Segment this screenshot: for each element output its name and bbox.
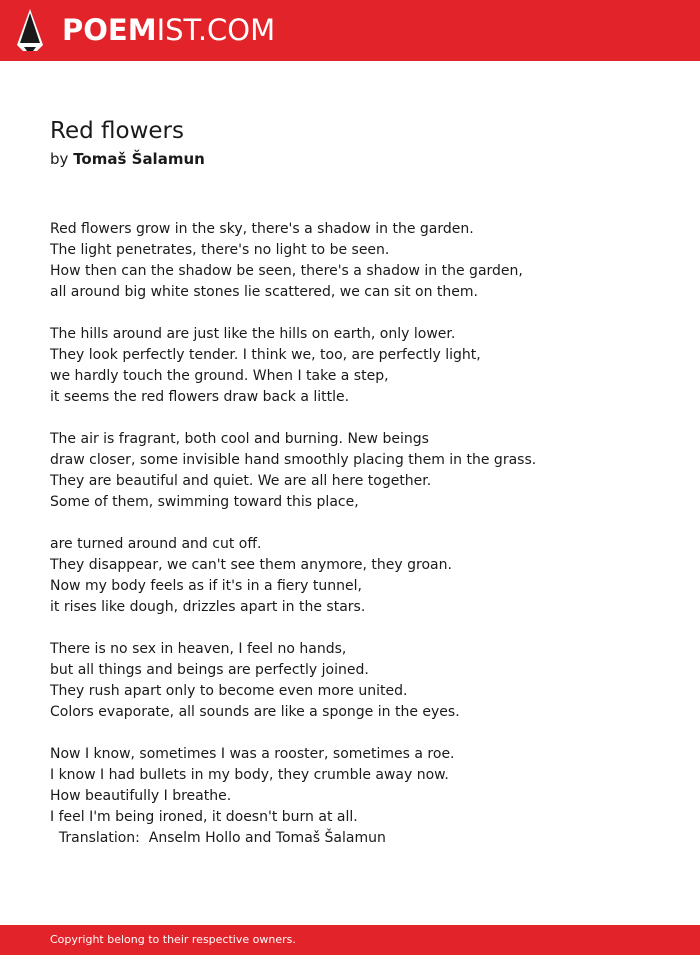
poem-line: I feel I'm being ironed, it doesn't burn at all. bbox=[50, 809, 358, 825]
poem-line: There is no sex in heaven, I feel no hands, bbox=[50, 641, 347, 657]
poem-line: They rush apart only to become even more united. bbox=[50, 683, 408, 699]
poem-line: Colors evaporate, all sounds are like a sponge in the eyes. bbox=[50, 704, 460, 720]
stanza bbox=[50, 219, 670, 303]
poem-line: They disappear, we can't see them anymore, they groan. bbox=[50, 557, 452, 573]
pencil-icon[interactable] bbox=[17, 9, 43, 51]
poem-line: How then can the shadow be seen, there's a shadow in the garden, bbox=[50, 263, 523, 279]
poem-line: The hills around are just like the hills on earth, only lower. bbox=[50, 326, 456, 342]
poem-line: They look perfectly tender. I think we, too, are perfectly light, bbox=[50, 347, 481, 363]
poem-line: Now my body feels as if it's in a fiery tunnel, bbox=[50, 578, 362, 594]
poem-line: it rises like dough, drizzles apart in the stars. bbox=[50, 599, 366, 615]
poem-line: it seems the red flowers draw back a little. bbox=[50, 389, 350, 405]
translation-credit: Translation: Anselm Hollo and Tomaš Šalamun bbox=[50, 830, 386, 846]
stanza bbox=[50, 534, 670, 618]
poem-line: The air is fragrant, both cool and burning. New beings bbox=[50, 431, 429, 447]
poem-line: draw closer, some invisible hand smoothly placing them in the grass. bbox=[50, 452, 537, 468]
stanza bbox=[50, 429, 670, 513]
poem-line: Red flowers grow in the sky, there's a shadow in the garden. bbox=[50, 221, 474, 237]
poem-author[interactable]: Tomaš Šalamun bbox=[73, 150, 205, 168]
site-header bbox=[0, 0, 700, 61]
stanza bbox=[50, 639, 670, 723]
poem-line: we hardly touch the ground. When I take a step, bbox=[50, 368, 389, 384]
poem-body bbox=[50, 219, 670, 849]
poem-title: Red flowers bbox=[50, 118, 184, 144]
poem-line: Some of them, swimming toward this place, bbox=[50, 494, 359, 510]
poem-line: The light penetrates, there's no light to be seen. bbox=[50, 242, 390, 258]
poem-line: How beautifully I breathe. bbox=[50, 788, 232, 804]
poem-line: They are beautiful and quiet. We are all here together. bbox=[50, 473, 432, 489]
stanza bbox=[50, 324, 670, 408]
poem-line: I know I had bullets in my body, they crumble away now. bbox=[50, 767, 449, 783]
poem-line: Now I know, sometimes I was a rooster, sometimes a roe. bbox=[50, 746, 455, 762]
poem-line: all around big white stones lie scattered, we can sit on them. bbox=[50, 284, 478, 300]
copyright-notice: Copyright belong to their respective owners. bbox=[50, 933, 296, 946]
site-footer bbox=[0, 925, 700, 955]
poem-line: but all things and beings are perfectly joined. bbox=[50, 662, 369, 678]
logo-light-text: IST.COM bbox=[156, 13, 276, 47]
poem-line: are turned around and cut off. bbox=[50, 536, 262, 552]
poem-byline bbox=[50, 149, 205, 169]
stanza bbox=[50, 744, 670, 849]
site-logo[interactable] bbox=[62, 11, 275, 49]
logo-bold-text: POEM bbox=[62, 13, 157, 47]
by-prefix: by bbox=[50, 150, 69, 168]
